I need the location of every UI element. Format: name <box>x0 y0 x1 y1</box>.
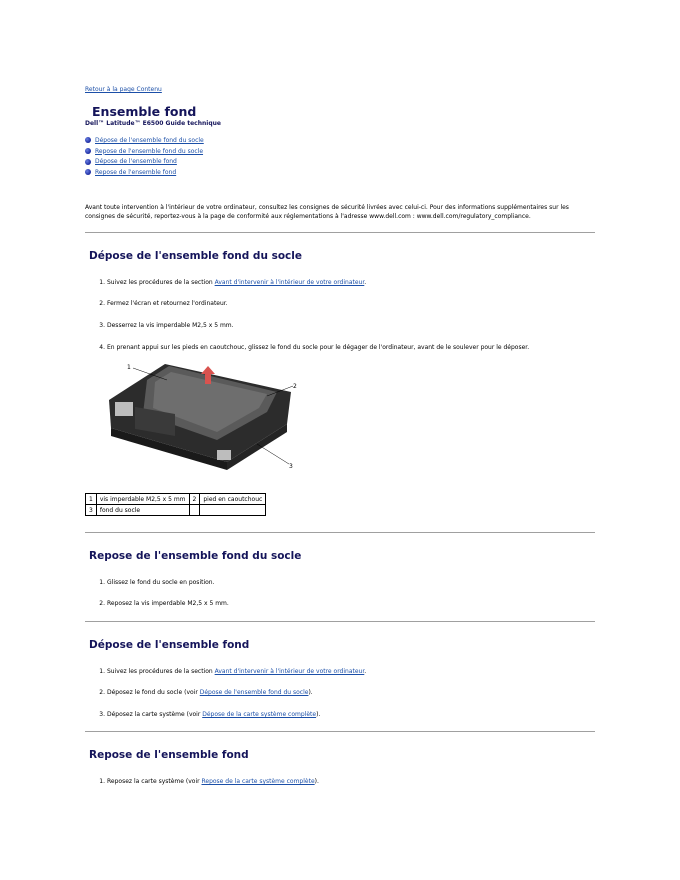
step-link[interactable]: Dépose de l'ensemble fond du socle <box>199 689 309 696</box>
section-title-repose-fond-socle: Repose de l'ensemble fond du socle <box>89 550 302 562</box>
step-item: 4. En prenant appui sur les pieds en caoutchouc, glissez le fond du socle pour le dégager de l'ordinateur, avant de le soulever pour le déposer. <box>99 344 530 351</box>
section-title-depose-fond-socle: Dépose de l'ensemble fond du socle <box>89 250 302 262</box>
step-item: 1. Suivez les procédures de la section Avant d'intervenir à l'intérieur de votre ordinateur. <box>99 668 367 675</box>
section-divider <box>85 731 595 732</box>
table-row <box>86 494 266 505</box>
safety-notice: Avant toute intervention à l'intérieur de votre ordinateur, consultez les consignes de sécurité livrées avec celui-ci. Pour des informations supplémentaires sur les consignes de sécurité, reportez-vous à la page de conformité aux réglementations à l'adresse www.dell.com : www.dell.com/regulatory_compliance. <box>85 204 569 220</box>
step-item: 1. Glissez le fond du socle en position. <box>99 579 215 586</box>
toc-item <box>85 146 204 157</box>
toc-link-depose-fond[interactable]: Dépose de l'ensemble fond <box>95 158 177 166</box>
legend-cell: vis imperdable M2,5 x 5 mm <box>96 494 189 505</box>
step-item: 1. Suivez les procédures de la section Avant d'intervenir à l'intérieur de votre ordinateur. <box>99 279 367 286</box>
step-item: 1. Reposez la carte système (voir Repose de la carte système complète). <box>99 778 319 785</box>
legend-cell <box>189 505 200 516</box>
bullet-icon <box>85 159 91 165</box>
section-title-repose-fond: Repose de l'ensemble fond <box>89 749 249 761</box>
page-title: Ensemble fond <box>92 104 197 119</box>
step-link[interactable]: Dépose de la carte système complète <box>202 711 317 718</box>
bullet-icon <box>85 169 91 175</box>
table-row <box>86 505 266 516</box>
section-divider <box>85 532 595 533</box>
back-to-contents-link[interactable]: Retour à la page Contenu <box>85 86 162 93</box>
step-link[interactable]: Repose de la carte système complète <box>201 778 315 785</box>
step-item: 2. Reposez la vis imperdable M2,5 x 5 mm. <box>99 600 229 607</box>
toc-link-repose-fond-socle[interactable]: Repose de l'ensemble fond du socle <box>95 147 204 155</box>
bullet-icon <box>85 137 91 143</box>
bullet-icon <box>85 148 91 154</box>
step-item: 2. Fermez l'écran et retournez l'ordinateur. <box>99 300 228 307</box>
section-divider <box>85 621 595 622</box>
step-link[interactable]: Avant d'intervenir à l'intérieur de votre ordinateur <box>214 668 365 675</box>
step-item: 3. Desserrez la vis imperdable M2,5 x 5 mm. <box>99 322 234 329</box>
figure-legend-table <box>85 493 266 516</box>
section-title-depose-fond: Dépose de l'ensemble fond <box>89 639 250 651</box>
section-divider <box>85 232 595 233</box>
legend-cell: fond du socle <box>96 505 189 516</box>
callout-3: 3 <box>289 463 293 470</box>
callout-1: 1 <box>127 364 131 371</box>
toc-item <box>85 135 204 146</box>
table-of-contents <box>85 135 204 178</box>
step-item: 2. Déposez le fond du socle (voir Dépose de l'ensemble fond du socle). <box>99 689 313 696</box>
legend-cell: 3 <box>86 505 97 516</box>
toc-item <box>85 167 204 178</box>
laptop-base-illustration <box>107 362 297 472</box>
legend-cell: 2 <box>189 494 200 505</box>
legend-cell: 1 <box>86 494 97 505</box>
legend-cell <box>200 505 266 516</box>
step-item: 3. Déposez la carte système (voir Dépose de la carte système complète). <box>99 711 321 718</box>
legend-cell: pied en caoutchouc <box>200 494 266 505</box>
step-link[interactable]: Avant d'intervenir à l'intérieur de votre ordinateur <box>214 279 365 286</box>
toc-link-repose-fond[interactable]: Repose de l'ensemble fond <box>95 168 177 176</box>
toc-link-depose-fond-socle[interactable]: Dépose de l'ensemble fond du socle <box>95 136 204 144</box>
callout-2: 2 <box>293 383 297 390</box>
page-subtitle: Dell™ Latitude™ E6500 Guide technique <box>85 120 221 127</box>
toc-item <box>85 156 204 167</box>
